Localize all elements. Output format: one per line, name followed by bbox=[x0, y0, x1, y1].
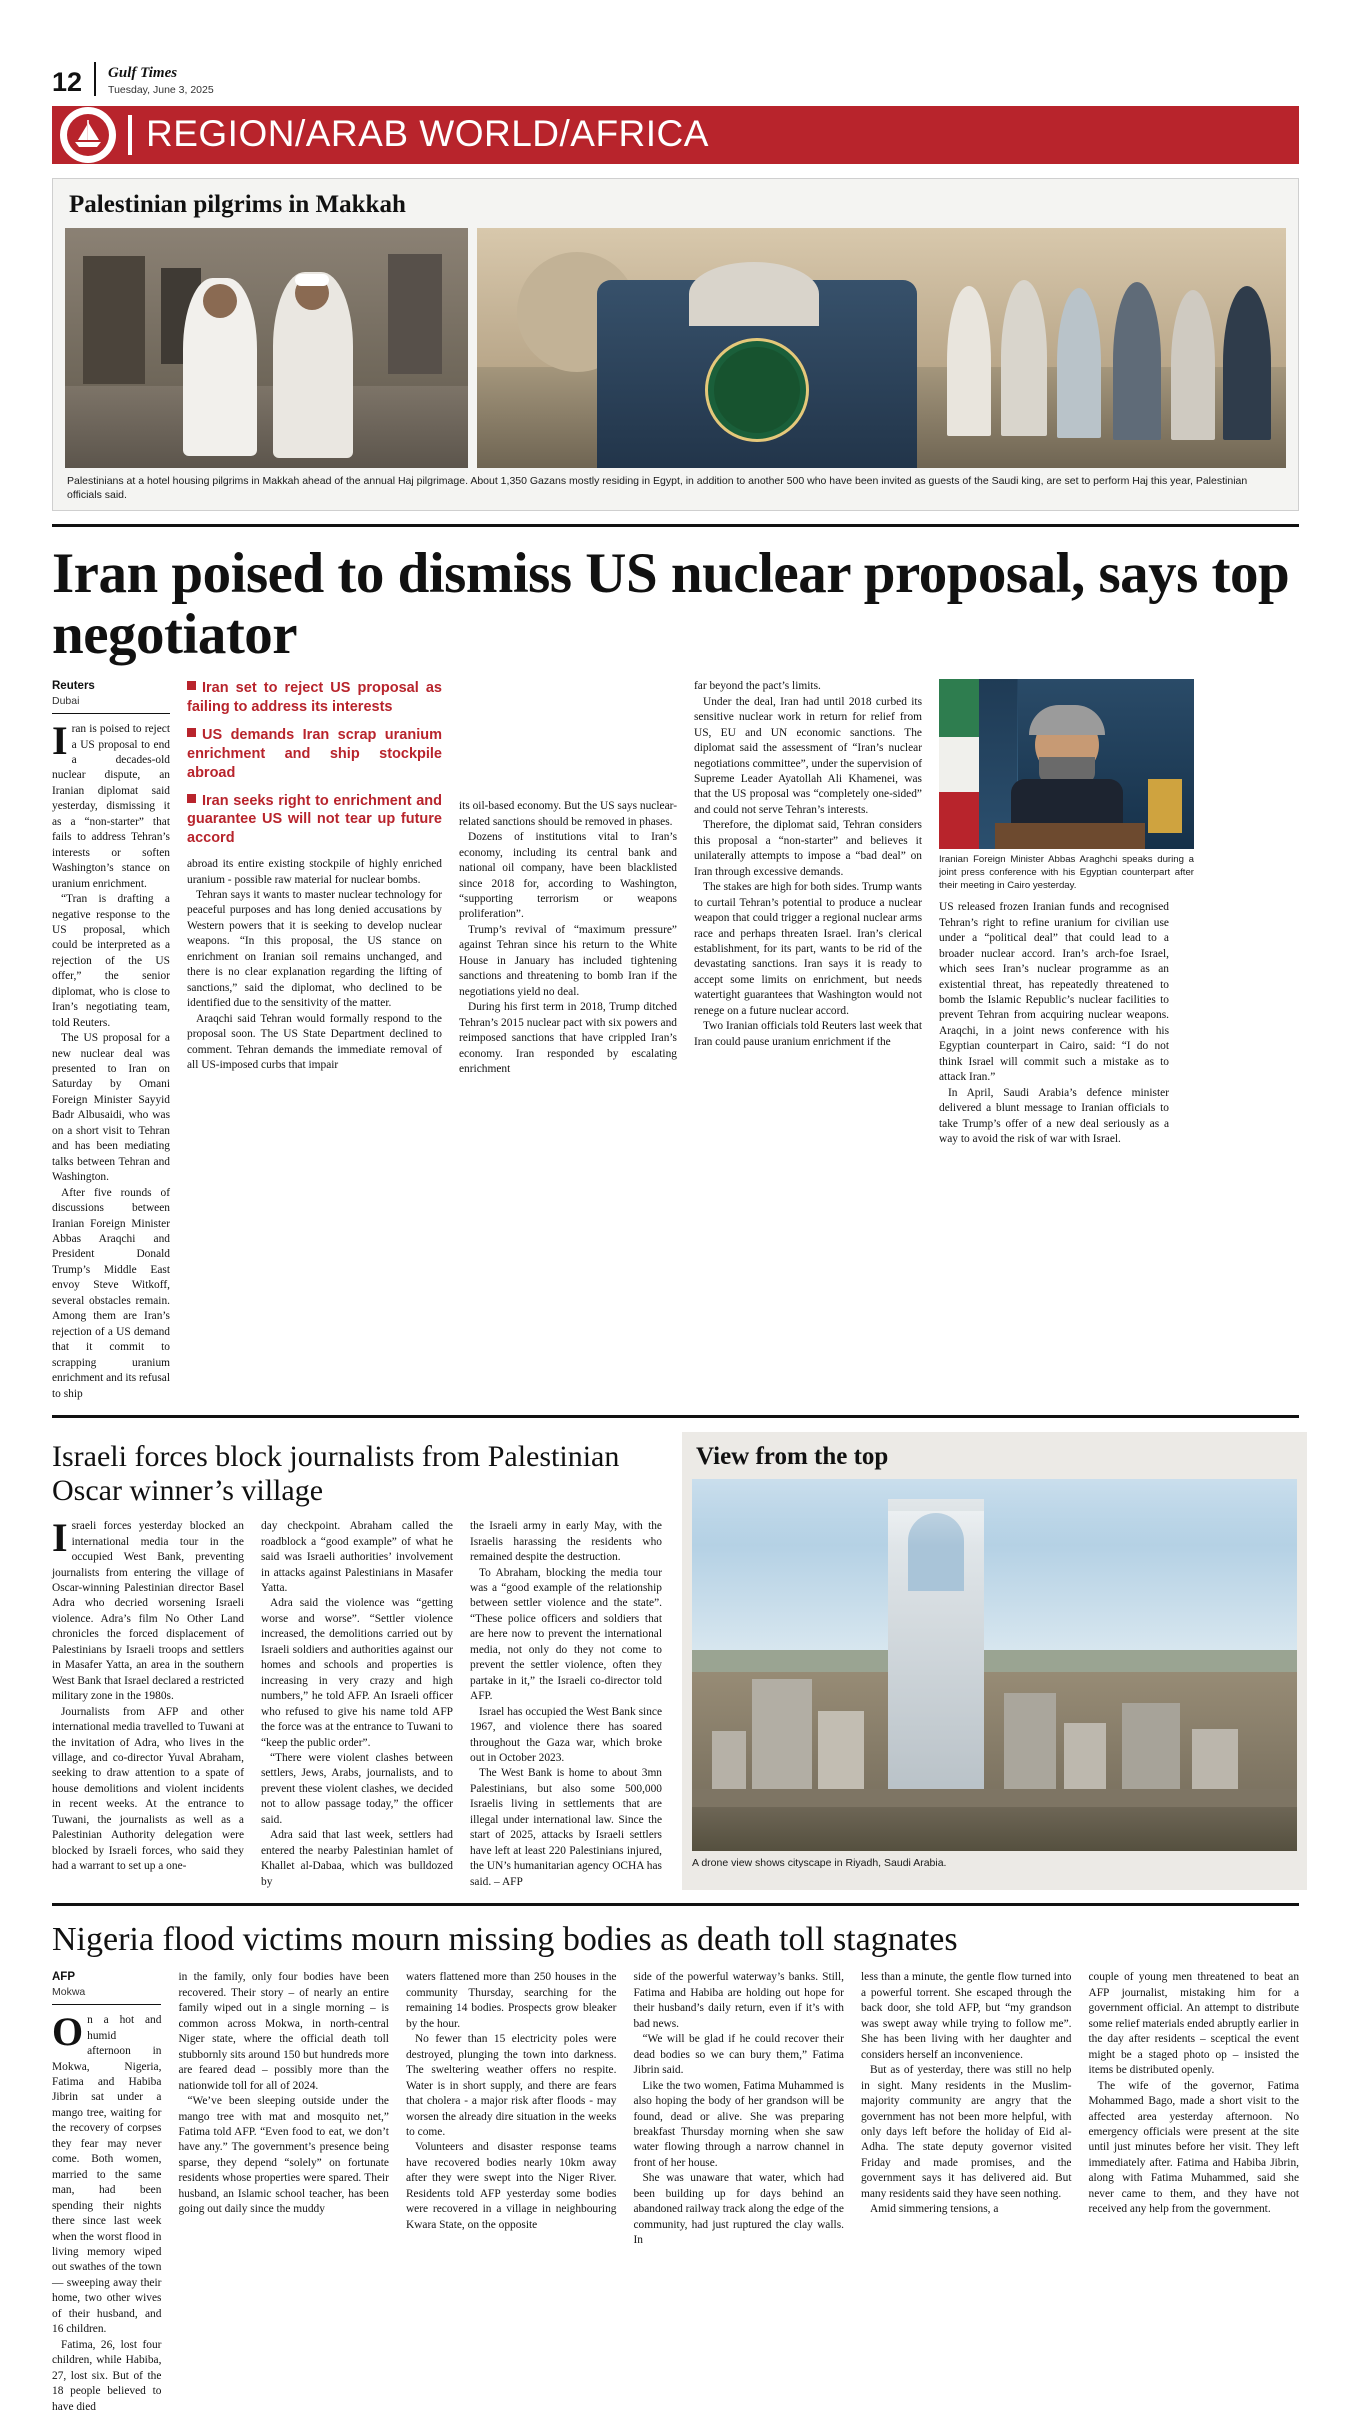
folio bbox=[52, 0, 1299, 102]
paragraph: Under the deal, Iran had until 2018 curbed its sensitive nuclear work in return for relief from US, EU and UN economic sanctions. The diplomat said the assessment of “Iran’s nuclear negotiations committee”, under the supervision of Supreme Leader Ayatollah Ali Khamenei, was that the US proposal was “completely one-sided” and could not serve Tehran’s interests. bbox=[694, 695, 922, 816]
bottom-column-2 bbox=[178, 1970, 389, 2415]
paragraph: “There were violent clashes between settlers, Jews, Arabs, journalists, and to prevent these violent clashes, we decided not to allow passage today,” the officer said. bbox=[261, 1751, 453, 1826]
paragraph: The US proposal for a new nuclear deal was presented to Iran on Saturday by Omani Foreign Minister Sayyid Badr Albusaidi, who was on a short visit to Tehran and has been mediating talks between Tehran and Washington. bbox=[52, 1032, 170, 1184]
paragraph: She was unaware that water, which had been building up for days behind an abandoned railway track along the edge of the community, had just ruptured the clay walls. In bbox=[633, 2172, 844, 2247]
bullet-item bbox=[187, 679, 442, 717]
paragraph: Adra said the violence was “getting worse and worse”. “Settler violence increased, the demolitions carried out by Israeli soldiers and authorities against our homes and schools and properties is increasing in very crazy and high numbers,” he told AFP. An Israeli officer who refused to give his name told AFP the force was at the entrance to Tuwani to “keep the public order”. bbox=[261, 1597, 453, 1749]
paragraph: Dozens of institutions vital to Iran’s economy, including its central bank and national oil company, have been blacklisted since 2018 for, according to Washington, “supporting terrorism or weapons proliferation”. bbox=[459, 831, 677, 921]
lead-column-5 bbox=[939, 679, 1194, 1402]
lead-story bbox=[52, 679, 1299, 1402]
paragraph: No fewer than 15 electricity poles were destroyed, plunging the town into darkness. The sweltering weather offers no respite. Water is in short supply, and there are fears that cholera - a major risk after floods - may worsen the already dire situation in the weeks to come. bbox=[405, 2033, 617, 2138]
view-from-top-package bbox=[682, 1432, 1307, 1890]
paragraph: Adra said that last week, settlers had entered the nearby Palestinian hamlet of Khallet al-Dabaa, which was bulldozed by bbox=[261, 1829, 453, 1888]
paragraph: its oil-based economy. But the US says nuclear-related sanctions should be removed in phases. bbox=[459, 800, 677, 828]
section-title: REGION/ARAB WORLD/AFRICA bbox=[146, 113, 709, 154]
paragraph: Volunteers and disaster response teams have recovered bodies nearly 10km away after they were swept into the Niger River. Residents told AFP yesterday some bodies were recovered in a village in neighbouring Kwara State, on the opposite bbox=[405, 2141, 617, 2231]
paragraph: During his first term in 2018, Trump ditched Tehran’s 2015 nuclear pact with six powers and reimposed sanctions that have crippled Iran’s economy. Iran responded by escalating enrichment bbox=[459, 1001, 677, 1076]
paragraph: day checkpoint. Abraham called the roadblock a “good example” of what he said was Israeli authorities’ involvement in attacks against Palestinians in Masafer Yatta. bbox=[261, 1520, 453, 1594]
paragraph: Therefore, the diplomat said, Tehran considers this proposal a “non-starter” and believes it unilaterally attempts to impose a “bad deal” on Iran through excessive demands. bbox=[694, 819, 922, 878]
square-bullet-icon bbox=[187, 681, 196, 690]
mid-section bbox=[52, 1432, 1299, 1890]
byline-divider bbox=[52, 713, 170, 714]
photo-pilgrims-lobby bbox=[477, 228, 1286, 468]
square-bullet-icon bbox=[187, 728, 196, 737]
paragraph: The stakes are high for both sides. Trump wants to curtail Tehran’s potential to produce a nuclear weapon that could trigger a regional nuclear arms race and perhaps threaten Israel. Iran’s clerical establishment, for its part, wants to be rid of the devastating sanctions. Iran says it is ready to accept some limits on enrichment, but needs watertight guarantees that Washington would not renege on a future nuclear accord. bbox=[694, 881, 922, 1017]
paragraph: “We’ve been sleeping outside under the mango tree with mat and mosquito net,” Fatima told AFP. “Even food to eat, we don’t have any.” The government’s presence being sparse, they depend “solely” on fortunate residents whose properties were spared. Their husband, an Islamic school teacher, has been going out daily since the muddy bbox=[178, 2095, 389, 2216]
bottom-story bbox=[52, 1970, 1299, 2415]
lead-column-4 bbox=[694, 679, 922, 1402]
paragraph: US released frozen Iranian funds and recognised Tehran’s right to refine uranium for civilian use under a “political deal” that could lead to a broader nuclear accord. Iran’s arch-foe Israel, which sees Iran’s nuclear programme as an existential threat, has repeatedly threatened to bomb the Islamic Republic’s nuclear facilities to prevent Tehran from acquiring nuclear weapons. Araqchi, in a joint news conference with his Egyptian counterpart in Cairo, said: “I do not think Israel will commit such a mistake as to attack Iran.” bbox=[939, 901, 1169, 1084]
paragraph: couple of young men threatened to beat an AFP journalist, mistaking him for a government official. An attempt to distribute some relief materials ended abruptly earlier in the day after residents – sceptical the event might be a staged photo op – insisted the items be distributed openly. bbox=[1088, 1971, 1300, 2077]
bullet-label: Iran set to reject US proposal as failing to address its interests bbox=[187, 680, 442, 716]
view-from-top-caption: A drone view shows cityscape in Riyadh, Saudi Arabia. bbox=[692, 1857, 947, 1869]
section-banner bbox=[52, 106, 1299, 164]
paragraph: Tehran says it wants to master nuclear technology for peaceful purposes and has long denied accusations by Western powers that it is seeking to develop nuclear weapons. “In this proposal, the US stance on enrichment on Iranian soil remains unchanged, and there is no clear explanation regarding the lifting of sanctions,” said the diplomat, who declined to be identified due to the sensitivity of the matter. bbox=[187, 888, 442, 1010]
issue-date: Tuesday, June 3, 2025 bbox=[108, 83, 214, 96]
mid-column-1 bbox=[52, 1515, 244, 1890]
folio-divider bbox=[94, 62, 96, 96]
paragraph: in the family, only four bodies have been recovered. Their story – of nearly an entire family wiped out in a single morning – is common across Mokwa, in north-central Niger state, where the official death toll stubbornly sits around 150 but hundreds more are feared dead – possibly more than the nationwide toll for all of 2024. bbox=[178, 1971, 389, 2092]
lead-photo-caption: Iranian Foreign Minister Abbas Araghchi speaks during a joint press conference with his Egyptian counterpart after their meeting in Cairo yesterday. bbox=[939, 854, 1194, 891]
mid-column-3 bbox=[470, 1519, 662, 1890]
paragraph: The West Bank is home to about 3mn Palestinians, but also some 500,000 Israelis living in settlements that are illegal under international law. Since the start of 2025, attacks by Israeli settlers have left at least 220 Palestinians injured, the UN’s humanitarian agency OCHA has said. – AFP bbox=[470, 1767, 662, 1888]
byline-agency: AFP bbox=[52, 1971, 75, 1984]
dhow-boat-logo-icon bbox=[60, 107, 116, 163]
bullet-list bbox=[187, 679, 442, 848]
divider-mid-top bbox=[52, 1415, 1299, 1418]
paragraph: Israeli forces yesterday blocked an international media tour in the occupied West Bank, preventing journalists from entering the village of Oscar-winning Palestinian director Basel Adra who decried worsening Israeli violence. Adra’s film No Other Land chronicles the forced displacement of Palestinians by Israeli troops and settlers in Masafer Yatta, an area in the southern West Bank that Israel declared a restricted military zone in the 1980s. bbox=[52, 1515, 244, 1703]
byline-dateline: Dubai bbox=[52, 694, 80, 707]
paragraph: less than a minute, the gentle flow turned into a powerful torrent. She escaped through the back door, she told AFP, but “my grandson was swept away while trying to follow me”. She has been living with her daughter and considers herself an inconvenience. bbox=[860, 1971, 1072, 2061]
paragraph: To Abraham, blocking the media tour was a “good example of the relationship between settler violence and the state”. “These police officers and soldiers that are here now to prevent the international media, not only do they not come to prevent the settler violence, often they partake in it,” the Israeli co-director told AFP. bbox=[470, 1566, 662, 1703]
divider-lead-top bbox=[52, 524, 1299, 527]
lead-column-1 bbox=[52, 679, 170, 1402]
paragraph: Two Iranian officials told Reuters last week that Iran could pause uranium enrichment if the bbox=[694, 1020, 922, 1048]
paragraph: the Israeli army in early May, with the Israelis harassing the residents who remained despite the destruction. bbox=[470, 1520, 662, 1564]
byline-agency: Reuters bbox=[52, 680, 95, 693]
mid-story bbox=[52, 1432, 662, 1890]
bottom-headline: Nigeria flood victims mourn missing bodies as death toll stagnates bbox=[52, 1921, 958, 1959]
masthead-name: Gulf Times bbox=[108, 64, 178, 81]
paragraph: After five rounds of discussions between Iranian Foreign Minister Abbas Araqchi and President Donald Trump’s Middle East envoy Steve Witkoff, several obstacles remain. Among them are Iran’s rejection of a US demand that it commit to scrapping uranium enrichment and its refusal to ship bbox=[52, 1186, 170, 1400]
photo-araghchi-press-conference bbox=[939, 679, 1194, 849]
bottom-column-1 bbox=[52, 1970, 161, 2415]
banner-divider bbox=[128, 115, 132, 155]
paragraph: “We will be glad if he could recover their dead bodies so we can bury them,” Fatima Jibrin said. bbox=[633, 2033, 844, 2077]
paragraph: Israel has occupied the West Bank since 1967, and violence there has soared throughout the Gaza war, which broke out in October 2023. bbox=[470, 1705, 662, 1764]
bottom-column-5 bbox=[861, 1970, 1072, 2415]
paragraph: “Tran is drafting a negative response to the US proposal, which could be interpreted as a rejection of the US offer,” the senior diplomat, who is close to Iran’s negotiating team, told Reuters. bbox=[52, 893, 170, 1029]
paragraph: far beyond the pact’s limits. bbox=[694, 680, 821, 693]
bullet-label: Iran seeks right to enrichment and guarantee US will not tear up future accord bbox=[187, 792, 442, 847]
paragraph: Journalists from AFP and other international media travelled to Tuwani at the invitation of Adra, who lives in the village, and co-director Yuval Abraham, seeking to draw attention to a spate of house demolitions and violent incidents in recent weeks. At the entrance to Tuwani, the journalists as well as a Palestinian Authority delegation were blocked by Israeli forces, who said they had a warrant to set up a one- bbox=[52, 1705, 244, 1873]
paragraph: Trump’s revival of “maximum pressure” against Tehran since his return to the White House in January has included tightening sanctions and threatening to bomb Iran if the negotiations yield no deal. bbox=[459, 923, 677, 998]
page-number: 12 bbox=[52, 67, 83, 97]
bottom-column-4 bbox=[633, 1970, 844, 2415]
lead-column-2 bbox=[187, 679, 442, 1402]
paragraph: Fatima, 26, lost four children, while Habiba, 27, lost six. But of the 18 people believed to have died bbox=[52, 2338, 162, 2413]
paragraph: Iran is poised to reject a US proposal to end a decades-old nuclear dispute, an Iranian diplomat said yesterday, dismissing it as a “non-starter” that fails to address Tehran’s interests or soften Washington’s stance on uranium enrichment. bbox=[52, 718, 170, 890]
paragraph: abroad its entire existing stockpile of highly enriched uranium - possible raw material for nuclear bombs. bbox=[187, 858, 442, 886]
photo-package-title: Palestinian pilgrims in Makkah bbox=[69, 191, 406, 218]
bullet-label: US demands Iran scrap uranium enrichment and ship stockpile abroad bbox=[187, 727, 442, 781]
byline-dateline: Mokwa bbox=[52, 1985, 86, 1998]
paragraph: In April, Saudi Arabia’s defence minister delivered a blunt message to Iranian officials to take Trump’s offer of a new deal seriously as a way to avoid the risk of war with Israel. bbox=[939, 1086, 1169, 1146]
photo-package-caption: Palestinians at a hotel housing pilgrims in Makkah ahead of the annual Haj pilgrimage. About 1,350 Gazans mostly residing in Egypt, in addition to another 500 who have been invited as guests of the Saudi king, are set to perform Haj this year, Palestinian officials said. bbox=[67, 475, 1248, 502]
paragraph: side of the powerful waterway’s banks. Still, Fatima and Habiba are holding out hope for their husband’s daily return, even if it’s with bad news. bbox=[633, 1971, 844, 2030]
paragraph: Like the two women, Fatima Muhammed is also hoping the body of her grandson will be found, dead or alive. She was preparing breakfast Thursday morning when she saw water flowing through a narrow channel in front of her house. bbox=[633, 2079, 844, 2169]
lead-column-3 bbox=[459, 679, 677, 1402]
byline bbox=[52, 1970, 161, 1999]
paragraph: But as of yesterday, there was still no help in sight. Many residents in the Muslim-majority community are angry that the government has not been more helpful, with only days left before the holiday of Eid al-Adha. The state deputy governor visited Friday and made promises, and the government says it has delivered aid. But many residents said they have seen nothing. bbox=[860, 2064, 1072, 2200]
lead-headline: Iran poised to dismiss US nuclear proposal, says top negotiator bbox=[52, 542, 1290, 667]
bottom-column-6 bbox=[1089, 1970, 1300, 2415]
divider-bottom-top bbox=[52, 1903, 1299, 1906]
mid-headline: Israeli forces block journalists from Palestinian Oscar winner’s village bbox=[52, 1440, 620, 1507]
paragraph: waters flattened more than 250 houses in the community Thursday, searching for the remaining 14 bodies. Prospects grow bleaker by the hour. bbox=[405, 1971, 617, 2030]
paragraph: On a hot and humid afternoon in Mokwa, Nigeria, Fatima and Habiba Jibrin sat under a mango tree, waiting for the recovery of corpses they fear may never come. Both women, married to the same man, had been spending their nights there since last week when the worst flood in living memory wiped out swathes of the town — sweeping away their home, two other wives of their husband, and 16 children. bbox=[52, 2009, 162, 2336]
photo-pilgrims-hotel bbox=[65, 228, 468, 468]
photo-riyadh-cityscape bbox=[692, 1479, 1297, 1851]
square-bullet-icon bbox=[187, 794, 196, 803]
byline bbox=[52, 679, 170, 708]
bottom-column-3 bbox=[406, 1970, 617, 2415]
photo-package bbox=[52, 178, 1299, 511]
bullet-item bbox=[187, 726, 442, 783]
bullet-item bbox=[187, 792, 442, 849]
paragraph: Amid simmering tensions, a bbox=[869, 2203, 999, 2216]
mid-column-2 bbox=[261, 1519, 453, 1890]
paragraph: The wife of the governor, Fatima Mohammed Bago, made a short visit to the affected area yesterday afternoon. No emergency officials were present at the site until just minutes before her visit. They left immediately after. Fatima and Habiba Jibrin, along with Fatima Muhammed, said she never came to them, and they have not received any help from the government. bbox=[1088, 2079, 1300, 2216]
byline-divider bbox=[52, 2004, 161, 2005]
paragraph: Araqchi said Tehran would formally respond to the proposal soon. The US State Department declined to comment. Tehran demands the immediate removal of all US-imposed curbs that impair bbox=[187, 1012, 442, 1071]
view-from-top-title: View from the top bbox=[696, 1443, 889, 1470]
